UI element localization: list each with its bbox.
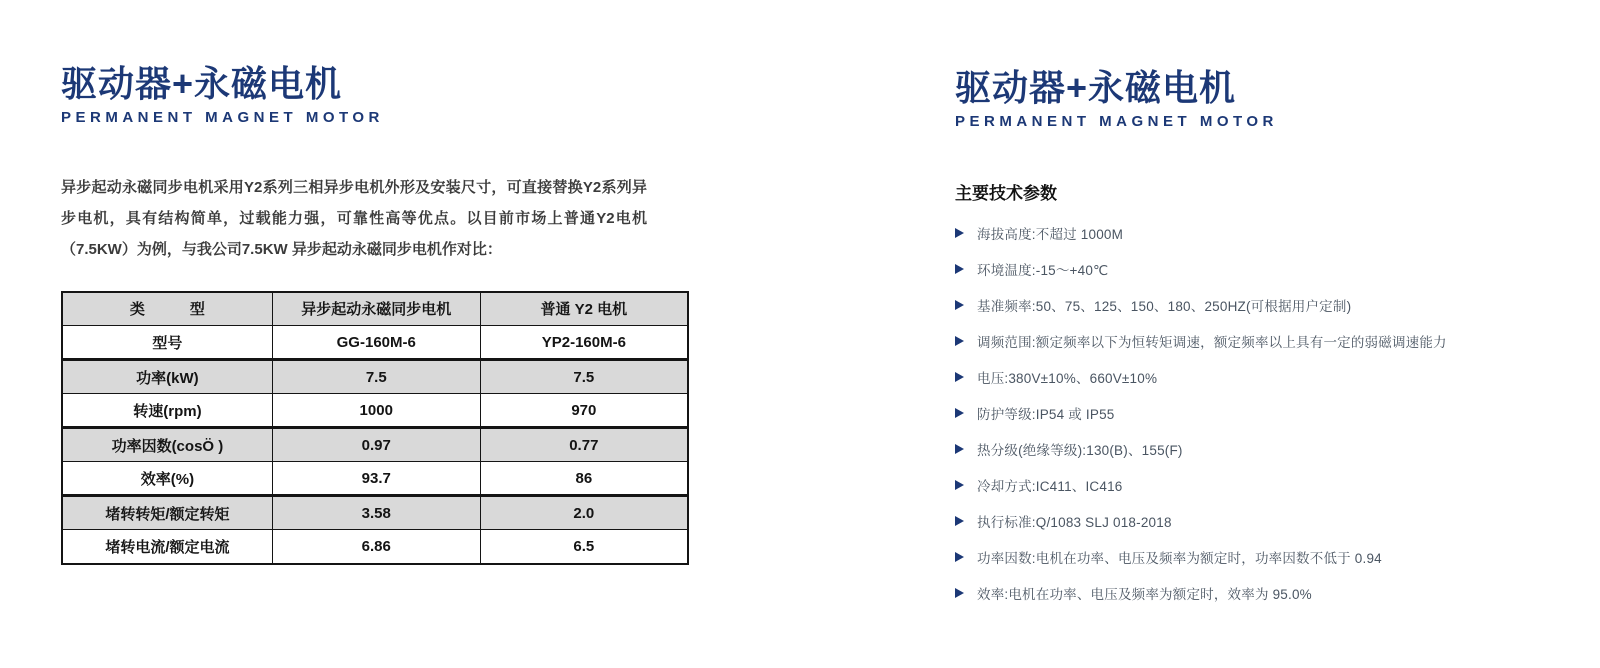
table-header-pm-motor: 异步起动永磁同步电机 <box>272 292 480 326</box>
row-y2-value: 7.5 <box>480 360 688 394</box>
row-pm-value: 7.5 <box>272 360 480 394</box>
row-y2-value: YP2-160M-6 <box>480 326 688 360</box>
triangle-bullet-icon <box>955 264 964 274</box>
triangle-bullet-icon <box>955 480 964 490</box>
param-text: 效率:电机在功率、电压及频率为额定时，效率为 95.0% <box>977 586 1312 602</box>
table-row <box>62 394 688 428</box>
comparison-table <box>61 291 689 565</box>
triangle-bullet-icon <box>955 372 964 382</box>
triangle-bullet-icon <box>955 300 964 310</box>
triangle-bullet-icon <box>955 516 964 526</box>
row-label: 型号 <box>62 326 272 360</box>
row-label: 效率(%) <box>62 462 272 496</box>
table-row <box>62 530 688 564</box>
right-column <box>955 68 1515 620</box>
param-item <box>955 368 1515 386</box>
param-item <box>955 440 1515 458</box>
table-row <box>62 360 688 394</box>
param-item <box>955 296 1515 314</box>
table-header-y2-motor: 普通 Y2 电机 <box>480 292 688 326</box>
param-item <box>955 260 1515 278</box>
param-text: 环境温度:-15～+40℃ <box>977 262 1109 278</box>
page-subtitle: PERMANENT MAGNET MOTOR <box>955 112 1278 130</box>
row-pm-value: 93.7 <box>272 462 480 496</box>
param-item <box>955 332 1515 350</box>
table-row <box>62 496 688 530</box>
row-label: 堵转转矩/额定转矩 <box>62 496 272 530</box>
param-item <box>955 404 1515 422</box>
row-label: 功率(kW) <box>62 360 272 394</box>
row-y2-value: 6.5 <box>480 530 688 564</box>
triangle-bullet-icon <box>955 588 964 598</box>
row-y2-value: 86 <box>480 462 688 496</box>
param-text: 热分级(绝缘等级):130(B)、155(F) <box>977 442 1183 458</box>
param-item <box>955 476 1515 494</box>
right-header <box>955 68 1515 130</box>
row-pm-value: 3.58 <box>272 496 480 530</box>
param-text: 电压:380V±10%、660V±10% <box>977 370 1158 386</box>
left-header <box>61 64 701 126</box>
triangle-bullet-icon <box>955 228 964 238</box>
triangle-bullet-icon <box>955 444 964 454</box>
row-label: 堵转电流/额定电流 <box>62 530 272 564</box>
triangle-bullet-icon <box>955 408 964 418</box>
param-item <box>955 512 1515 530</box>
param-text: 冷却方式:IC411、IC416 <box>977 478 1123 494</box>
triangle-bullet-icon <box>955 552 964 562</box>
params-section-title: 主要技术参数 <box>955 183 1057 203</box>
param-text: 海拔高度:不超过 1000M <box>977 226 1124 242</box>
triangle-bullet-icon <box>955 336 964 346</box>
row-label: 功率因数(cosÖ ) <box>62 428 272 462</box>
page-subtitle: PERMANENT MAGNET MOTOR <box>61 108 384 126</box>
row-pm-value: GG-160M-6 <box>272 326 480 360</box>
table-header-row <box>62 292 688 326</box>
param-text: 防护等级:IP54 或 IP55 <box>977 406 1115 422</box>
param-text: 功率因数:电机在功率、电压及频率为额定时，功率因数不低于 0.94 <box>977 550 1382 566</box>
row-y2-value: 0.77 <box>480 428 688 462</box>
row-pm-value: 6.86 <box>272 530 480 564</box>
page-title: 驱动器+永磁电机 <box>61 63 343 104</box>
table-row <box>62 326 688 360</box>
table-row <box>62 462 688 496</box>
row-y2-value: 2.0 <box>480 496 688 530</box>
param-text: 执行标准:Q/1083 SLJ 018-2018 <box>977 514 1172 530</box>
left-column <box>61 64 701 565</box>
param-item <box>955 224 1515 242</box>
row-pm-value: 0.97 <box>272 428 480 462</box>
param-item <box>955 548 1515 566</box>
page-title: 驱动器+永磁电机 <box>955 67 1237 108</box>
table-header-type: 类 型 <box>62 292 272 326</box>
param-item <box>955 584 1515 602</box>
row-y2-value: 970 <box>480 394 688 428</box>
params-list <box>955 224 1515 602</box>
row-label: 转速(rpm) <box>62 394 272 428</box>
row-pm-value: 1000 <box>272 394 480 428</box>
param-text: 基准频率:50、75、125、150、180、250HZ(可根据用户定制) <box>977 298 1352 314</box>
intro-paragraph: 异步起动永磁同步电机采用Y2系列三相异步电机外形及安装尺寸，可直接替换Y2系列异步电机，具有结构简单，过载能力强，可靠性高等优点。以目前市场上普通Y2电机（7.5KW）为例，与我公司7.5KW 异步起动永磁同步电机作对比： <box>61 178 647 258</box>
table-row <box>62 428 688 462</box>
param-text: 调频范围:额定频率以下为恒转矩调速，额定频率以上具有一定的弱磁调速能力 <box>977 334 1447 350</box>
